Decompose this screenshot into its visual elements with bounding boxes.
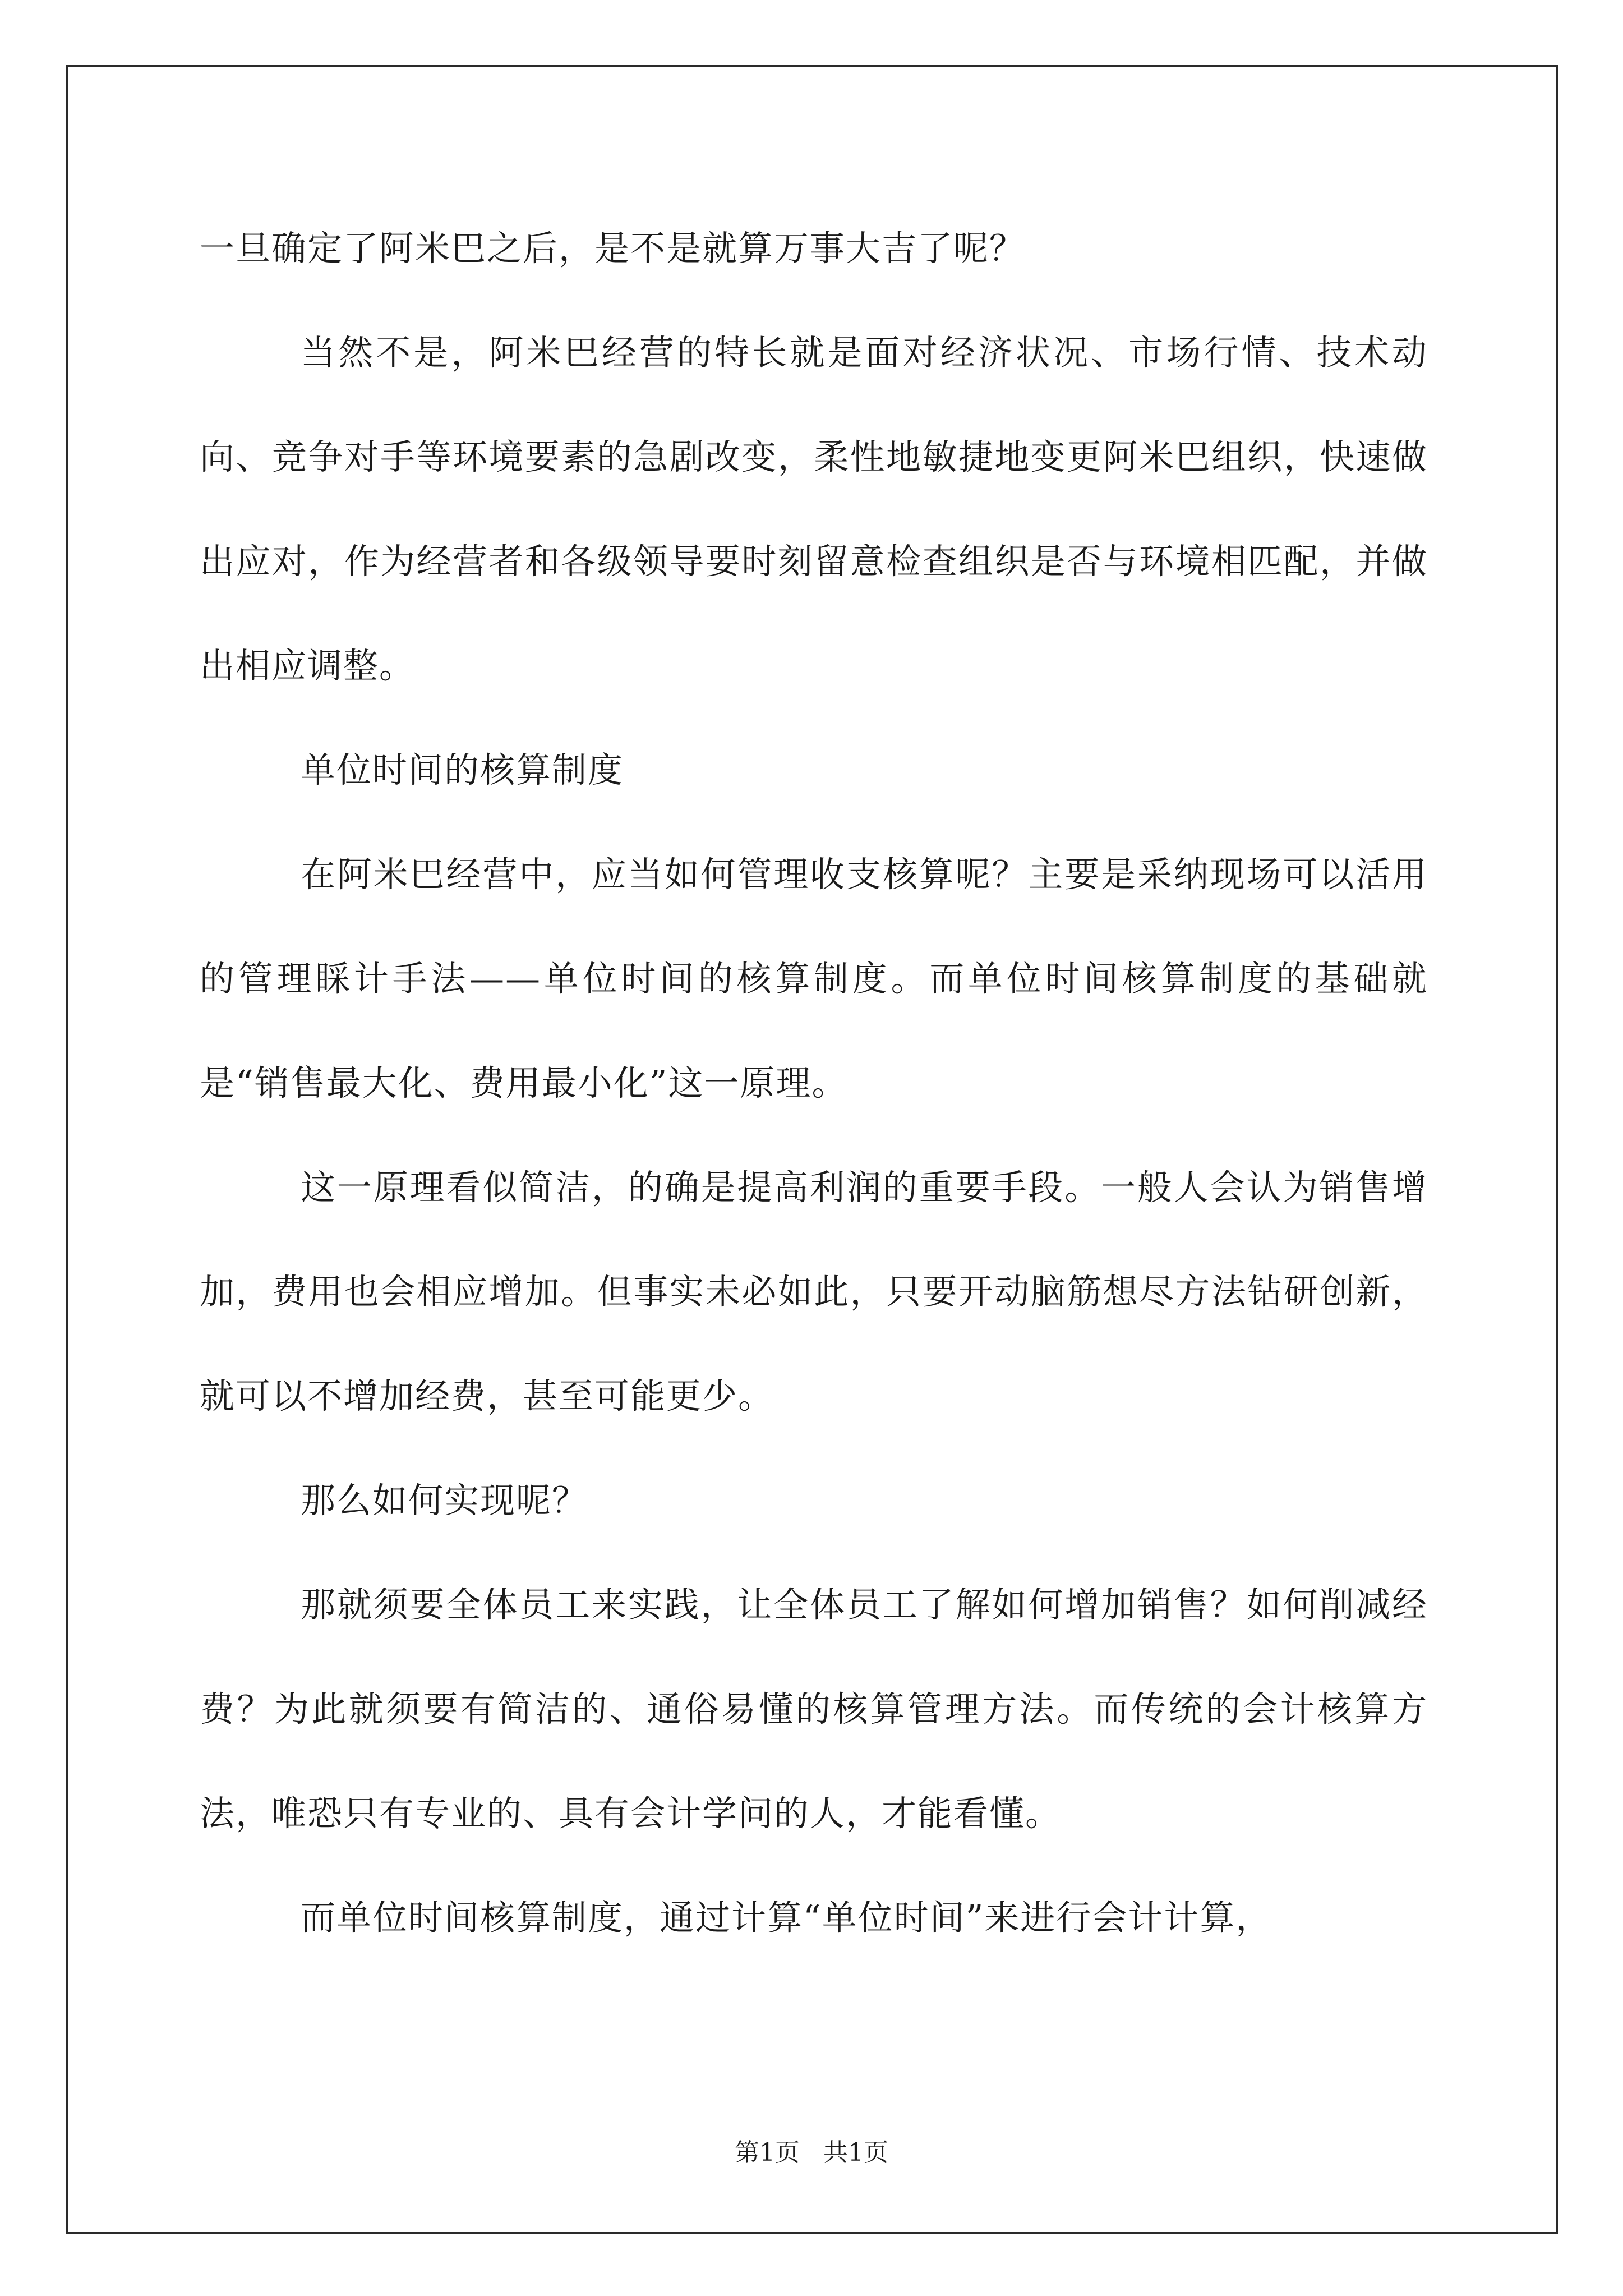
paragraph-intro-question: 一旦确定了阿米巴之后，是不是就算万事大吉了呢？ xyxy=(200,228,1026,269)
paragraph-amoeba-flexibility: 当然不是，阿米巴经营的特长就是面对经济状况、市场行情、技术动向、竞争对手等环境要素的急剧改变，柔性地敏捷地变更阿米巴组织，快速做出应对，作为经营者和各级领导要时刻留意检查组织是否与环境相匹配，并做出相应调整。 xyxy=(200,332,1428,686)
paragraph-principle: 这一原理看似简洁，的确是提高利润的重要手段。一般人会认为销售增加，费用也会相应增加。但事实未必如此，只要开动脑筋想尽方法钻研创新，就可以不增加经费，甚至可能更少。 xyxy=(200,1167,1428,1416)
page-number-footer: 第1页 共1页 xyxy=(735,2138,888,2167)
document-body xyxy=(200,196,1428,1970)
section-heading-unit-time-accounting: 单位时间的核算制度 xyxy=(301,749,624,790)
paragraph-unit-time-calculation: 而单位时间核算制度，通过计算“单位时间”来进行会计计算， xyxy=(301,1897,1272,1938)
paragraph-how-to-achieve: 那么如何实现呢？ xyxy=(301,1480,588,1521)
paragraph-accounting-method: 在阿米巴经营中，应当如何管理收支核算呢？主要是采纳现场可以活用的管理睬计手法——单位时间的核算制度。而单位时间核算制度的基础就是“销售最大化、费用最小化”这一原理。 xyxy=(200,854,1428,1103)
paragraph-employee-practice: 那就须要全体员工来实践，让全体员工了解如何增加销售？如何削减经费？为此就须要有简洁的、通俗易懂的核算管理方法。而传统的会计核算方法，唯恐只有专业的、具有会计学问的人，才能看懂。 xyxy=(200,1584,1428,1834)
